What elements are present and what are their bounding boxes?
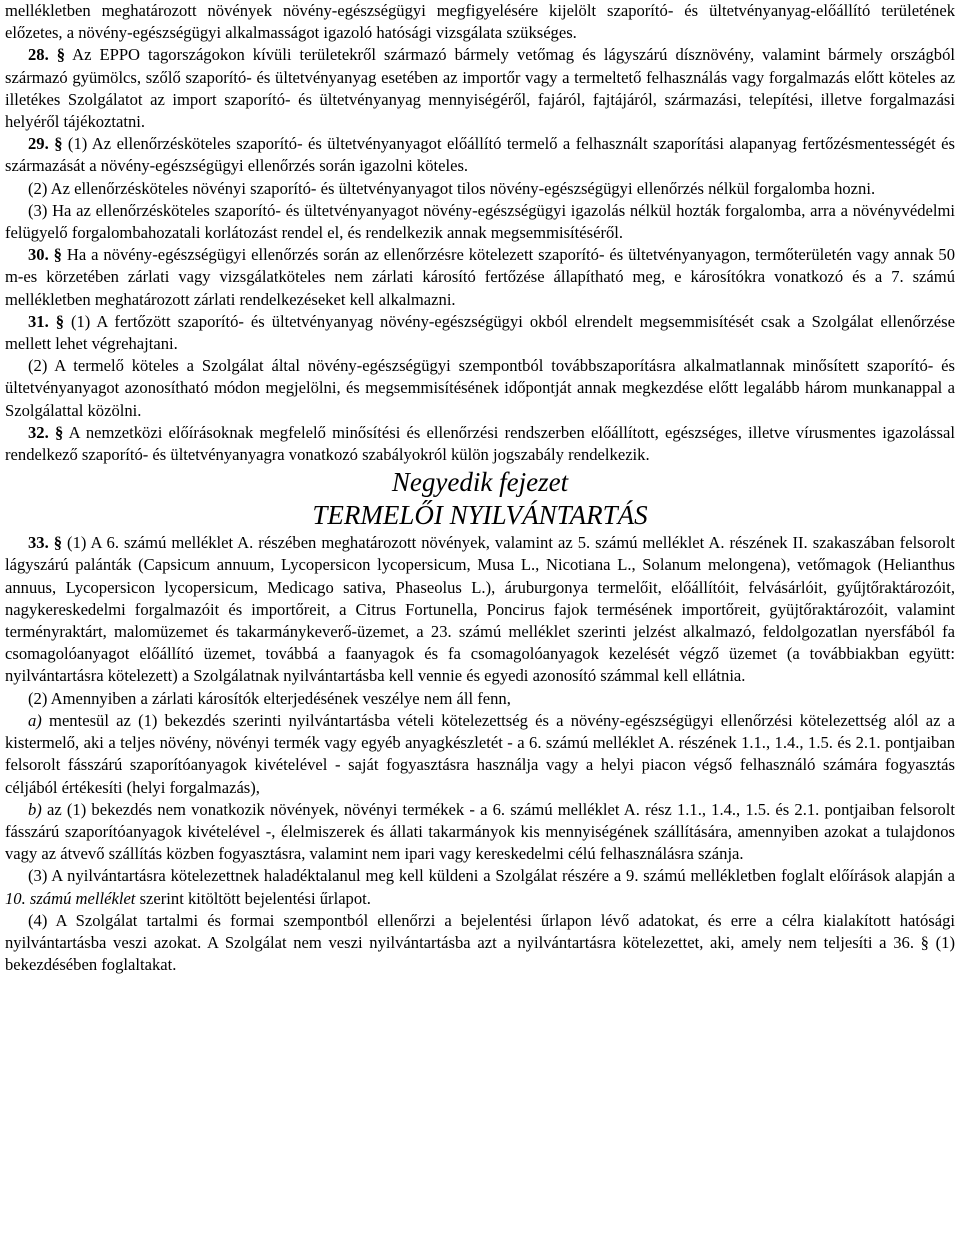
section-number: 32. <box>28 422 49 442</box>
section-text: Ha a növény-egészségügyi ellenőrzés során az ellenőrzésre kötelezett szaporító- és ültetvényanyagon, termőterületén vagy annak 50 m-es körzetében zárlati vagy vizsgálatköteles nem zárlati károsító fertőzése állapítható meg, e károsítókra vonatkozó és a 7. számú mellékletben meghatározott zárlati rendelkezéseket kell alkalmazni. <box>5 245 956 309</box>
section-33-point-a <box>5 710 955 799</box>
section-33-para-3 <box>5 865 955 909</box>
section-31-para-2: (2) A termelő köteles a Szolgálat által növény-egészségügyi szempontból továbbszaporításra alkalmatlannak minősített szaporító- és ültetvényanyagot azonosítható módon megjelölni, és megsemmisítésének időpontját annak megkezdése előtt legalább három munkanappal a Szolgálattal közölni. <box>5 356 955 420</box>
point-text: az (1) bekezdés nem vonatkozik növények, növényi termékek - a 6. számú melléklet A. rész 1.1., 1.4., 1.5. és 2.1. pontjaiban felsorolt fásszárú szaporítóanyagok kivételével -, élelmiszerek és állati takarmányok kis mennyiségének szállítására, amennyiben azokat a tulajdonos vagy az átvevő szállítás közben fogyasztásra, valamint nem ipari vagy kereskedelmi célú felhasználásra szánja. <box>5 799 955 864</box>
section-text: (1) A 6. számú melléklet A. részében meghatározott növények, valamint az 5. számú melléklet A. részének II. szakaszában felsorolt lágyszárú palánták (Capsicum annuum, Lycopersicon lycopersicum, Musa L., Nicotiana L., Solanum melongena), vetőmagok (Helianthus annuus, Lycopersicon lycopersicum, Medicago sativa, Phaseolus L.), áruburgonya termelőit, előállítóit, felvásárlóit, gyűjtőraktározóit, nagykereskedelmi forgalmazóit és importőreit, a Citrus Fortunella, Poncirus fajok termésének importőreit, gyüjtőraktározóit, valamint terményraktárt, malomüzemet és takarmánykeverő-üzemet, a 23. számú melléklet szerinti jelzést alkalmazó, feldolgozatlan nyersfából fa csomagolóanyagot előállító üzemet, továbbá a faanyagok és fa csomagolóanyagok kezelését végző üzemet (a továbbiakban együtt: nyilvántartásra kötelezett) a Szolgálatnak nyilvántartásba kell vennie és egyedi azonosító számmal kell ellátnia. <box>5 533 955 686</box>
annex-reference: 10. számú melléklet <box>5 888 136 908</box>
chapter-heading: Negyedik fejezet <box>391 467 569 498</box>
section-sign: § <box>56 45 66 65</box>
point-label: b) <box>28 799 42 819</box>
section-33-point-b <box>5 799 955 866</box>
section-33-para-1 <box>5 532 955 687</box>
chapter-title: TERMELŐI NYILVÁNTARTÁS <box>312 500 648 531</box>
section-number: 31. <box>28 311 49 331</box>
section-30 <box>5 244 955 311</box>
section-32 <box>5 422 955 466</box>
section-sign: § <box>53 245 62 265</box>
section-28 <box>5 44 955 133</box>
document-page <box>5 0 955 976</box>
section-sign: § <box>55 311 65 331</box>
section-33-para-2: (2) Amennyiben a zárlati károsítók elterjedésének veszélye nem áll fenn, <box>28 688 511 708</box>
section-number: 28. <box>28 45 49 65</box>
section-29-para-2: (2) Az ellenőrzésköteles növényi szaporító- és ültetvényanyagot tilos növény-egészségügyi ellenőrzés nélkül forgalomba hozni. <box>28 178 876 198</box>
section-sign: § <box>54 134 63 154</box>
section-29-para-1 <box>5 133 955 177</box>
section-text: (1) Az ellenőrzésköteles szaporító- és ültetvényanyagot előállító termelő a felhasznált szaporítási alapanyag fertőzésmentességét és származását a növény-egészségügyi ellenőrzés során igazolni köteles. <box>5 134 955 176</box>
section-sign: § <box>53 533 63 553</box>
para-text-post: szerint kitöltött bejelentési űrlapot. <box>139 888 371 908</box>
section-text: A nemzetközi előírásoknak megfelelő minősítési és ellenőrzési rendszerben előállított, egészséges, illetve vírusmentes igazolással rendelkező szaporító- és ültetvényanyagra vonatkozó szabályokról külön jogszabály rendelkezik. <box>5 422 955 465</box>
para-text-pre: (3) A nyilvántartásra kötelezettnek haladéktalanul meg kell küldeni a Szolgálat részére a 9. számú mellékletben foglalt előírások alapján a <box>28 866 955 886</box>
section-number: 29. <box>28 134 49 154</box>
point-label: a) <box>28 710 42 730</box>
section-sign: § <box>54 422 64 442</box>
section-31-para-1 <box>5 311 955 355</box>
section-text: Az EPPO tagországokon kívüli területekről származó bármely vetőmag és lágyszárú dísznövény, valamint bármely országból származó gyümölcs, szőlő szaporító- és ültetvényanyag esetében az importőr vagy a termeltető felhasználás vagy forgalmazás előtt köteles az illetékes Szolgálatot az import szaporító- és ültetvényanyag mennyiségéről, fajáról, fajtájáról, származási, telepítési, illetve forgalmazási helyéről tájékoztatni. <box>5 45 956 132</box>
section-33-para-4: (4) A Szolgálat tartalmi és formai szempontból ellenőrzi a bejelentési űrlapon lévő adatokat, és erre a célra kialakított hatósági nyilvántartásba veszi azokat. A Szolgálat nem veszi nyilvántartásba azt a nyilvántartásra kötelezettet, aki, amely nem teljesíti a 36. § (1) bekezdésében foglaltakat. <box>5 910 955 975</box>
section-number: 30. <box>28 245 49 265</box>
section-text: (1) A fertőzött szaporító- és ültetvényanyag növény-egészségügyi okból elrendelt megsemmisítését csak a Szolgálat ellenőrzése mellett lehet végrehajtani. <box>5 311 955 354</box>
point-text: mentesül az (1) bekezdés szerinti nyilvántartásba vételi kötelezettség és a növény-egészségügyi ellenőrzési kötelezettség alól az a kistermelő, aki a teljes növény, növényi termék vagy egyéb anyagkészletét - a 6. számú melléklet A. részének 1.1., 1.4., 1.5. és 2.1. pontjaiban felsorolt fásszárú szaporítóanyagok kivételével - saját fogyasztásra használja vagy a helyi piacon végső felhasználó számára fogyasztás céljából értékesíti (helyi forgalmazás), <box>5 710 955 797</box>
section-number: 33. <box>28 533 49 553</box>
section-29-para-3: (3) Ha az ellenőrzésköteles szaporító- és ültetvényanyagot növény-egészségügyi igazolás nélkül hozták forgalomba, arra a növényvédelmi felügyelő forgalombahozatali korlátozást rendel el, és rendelkezik annak megsemmisítéséről. <box>5 200 955 243</box>
continuation-paragraph: mellékletben meghatározott növények növény-egészségügyi megfigyelésére kijelölt szaporító- és ültetvényanyag-előállító területének előzetes, a növény-egészségügyi alkalmasságot igazoló hatósági vizsgálata szükséges. <box>5 1 955 43</box>
